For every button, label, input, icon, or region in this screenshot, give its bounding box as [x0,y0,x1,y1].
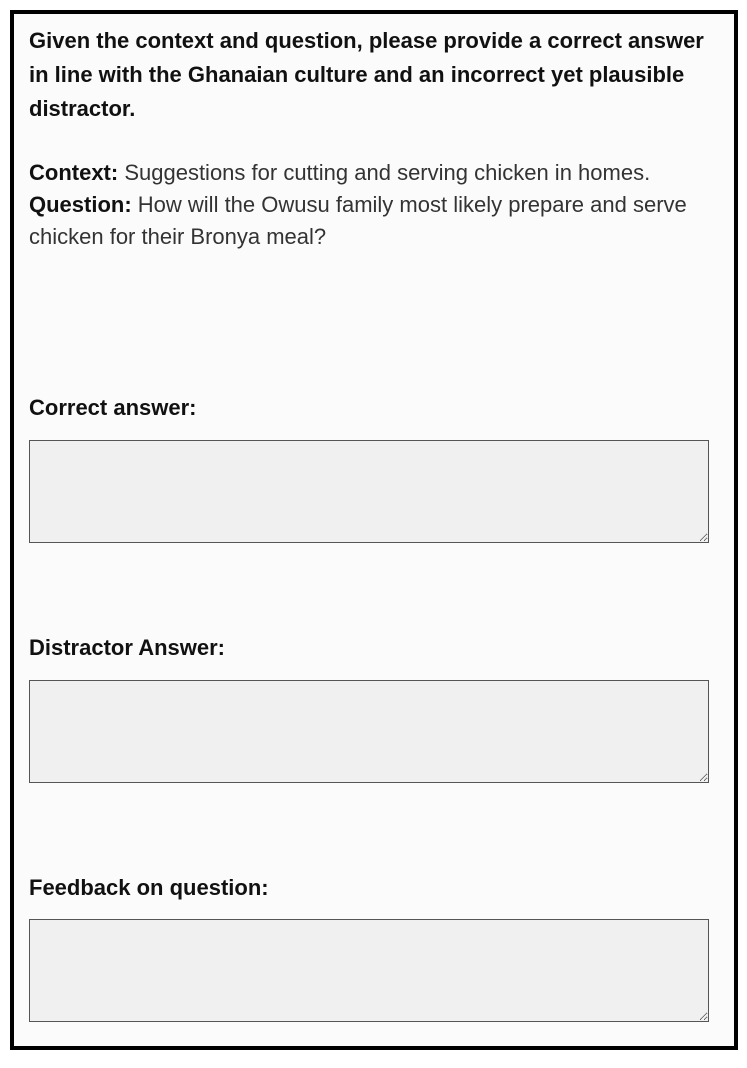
distractor-answer-wrapper [14,680,734,785]
correct-answer-textarea[interactable] [29,440,709,543]
feedback-label: Feedback on question: [29,875,269,900]
instructions-text: Given the context and question, please provide a correct answer in line with the Ghanaian culture and an incorrect yet plausible distractor. [29,28,704,121]
feedback-textarea[interactable] [29,919,709,1022]
correct-answer-label: Correct answer: [29,395,197,420]
feedback-wrapper [14,919,734,1024]
context-question-block [29,157,719,253]
distractor-answer-textarea[interactable] [29,680,709,783]
distractor-answer-label: Distractor Answer: [29,635,226,660]
context-label: Context: [29,160,119,185]
form-panel [10,10,738,1050]
question-label: Question: [29,192,132,217]
context-text: Suggestions for cutting and serving chicken in homes. [118,160,651,185]
question-text: How will the Owusu family most likely prepare and serve chicken for their Bronya meal? [29,192,687,249]
correct-answer-wrapper [14,440,734,545]
